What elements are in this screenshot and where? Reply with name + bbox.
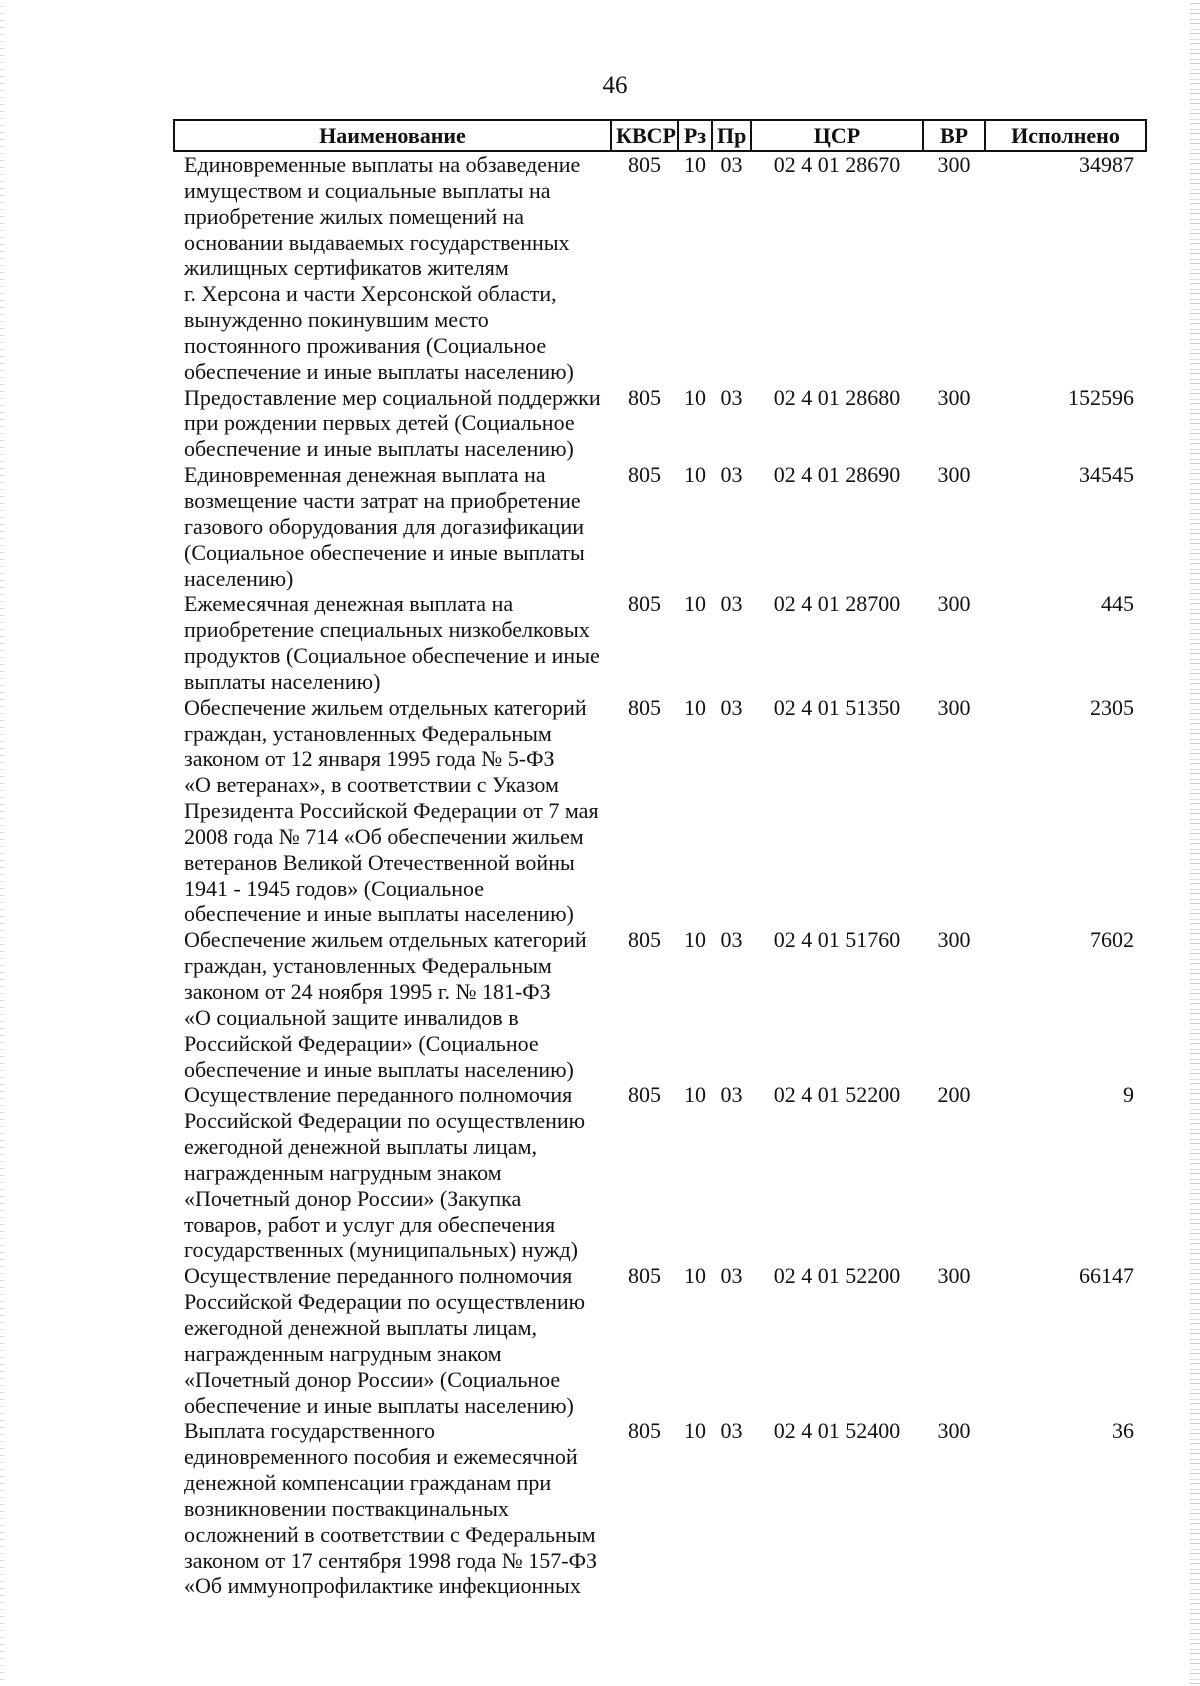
cell-csr: 02 4 01 51350 [773,694,901,720]
cell-rz: 10 [684,1263,706,1289]
cell-kvsr: 805 [628,927,661,953]
name-line: Единовременная денежная выплата на [184,462,546,488]
cell-rz: 10 [684,384,706,410]
cell-pr: 03 [720,384,743,410]
name-line: Ежемесячная денежная выплата на [184,591,514,617]
cell-name [174,695,611,928]
name-line: основании выдаваемых государственных [184,229,570,255]
cell-csr: 02 4 01 52200 [773,1263,901,1289]
name-line: награжденным нагрудным знаком [184,1159,502,1185]
cell-csr: 02 4 01 52200 [773,1082,901,1108]
cell-pr: 03 [720,591,743,617]
cell-ispolneno: 9 [1123,1082,1134,1108]
cell-kvsr: 805 [628,384,661,410]
cell-vr: 200 [937,1082,971,1108]
name-line: граждан, установленных Федеральным [184,953,552,979]
page-number: 46 [602,72,628,99]
name-line: законом от 24 ноября 1995 г. № 181-ФЗ [184,979,551,1004]
cell-rz: 10 [684,1082,706,1108]
name-line: Осуществление переданного полномочия [184,1263,573,1289]
name-line: Единовременные выплаты на обзаведение [184,152,581,177]
name-line: государственных (муниципальных) нужд) [184,1237,578,1263]
name-line: осложнений в соответствии с Федеральным [184,1521,596,1547]
cell-csr: 02 4 01 28700 [773,591,901,617]
cell-pr: 03 [720,1263,743,1289]
table-row [174,1418,1146,1599]
header-name: Наименование [174,120,611,151]
header-ispolneno: Исполнено [985,120,1146,151]
cell-csr: 02 4 01 28690 [773,462,901,488]
budget-table [173,119,1147,1599]
cell-rz: 10 [684,462,706,488]
cell-name [174,1082,611,1263]
cell-ispolneno: 66147 [1079,1263,1134,1289]
cell-csr: 02 4 01 51760 [773,927,901,953]
cell-vr: 300 [937,384,971,410]
cell-csr: 02 4 01 28680 [773,384,901,410]
cell-kvsr: 805 [628,462,661,488]
name-line: населению) [184,565,294,591]
cell-rz: 10 [684,1418,706,1444]
name-line: обеспечение и иные выплаты населению) [184,436,574,462]
cell-ispolneno: 7602 [1090,927,1134,953]
cell-vr: 300 [937,591,971,617]
name-line: товаров, работ и услуг для обеспечения [184,1211,556,1237]
name-line: законом от 17 сентября 1998 года № 157-ФЗ [184,1547,597,1573]
cell-name [174,151,611,385]
name-line: г. Херсона и части Херсонской области, [184,281,557,307]
name-line: (Социальное обеспечение и иные выплаты [184,539,585,565]
name-line: при рождении первых детей (Социальное [184,410,575,436]
name-line: газового оборудования для догазификации [184,513,585,539]
name-line: «Почетный донор России» (Социальное [184,1366,561,1392]
name-line: Российской Федерации по осуществлению [184,1289,586,1315]
table-header [174,120,1146,151]
name-line: награжденным нагрудным знаком [184,1340,502,1366]
cell-ispolneno: 445 [1101,591,1134,617]
name-line: приобретение специальных низкобелковых [184,617,590,643]
table-row [174,462,1146,591]
cell-name [174,1418,611,1599]
name-line: Предоставление мер социальной поддержки [184,384,601,410]
name-line: обеспечение и иные выплаты населению) [184,1056,574,1082]
name-line: жилищных сертификатов жителям [184,255,509,281]
name-line: Российской Федерации» (Социальное [184,1030,539,1056]
cell-kvsr: 805 [628,1418,661,1444]
name-line: ежегодной денежной выплаты лицам, [184,1314,537,1340]
cell-ispolneno: 36 [1112,1418,1134,1444]
cell-rz: 10 [684,152,706,177]
table-row [174,151,1146,385]
name-line: 1941 - 1945 годов» (Социальное [184,875,485,901]
scan-left-edge [0,0,4,1686]
name-line: приобретение жилых помещений на [184,203,525,229]
cell-name [174,927,611,1082]
header-kvsr: КВСР [611,120,678,151]
cell-kvsr: 805 [628,152,661,177]
cell-name [174,1263,611,1418]
name-line: законом от 12 января 1995 года № 5-ФЗ [184,746,555,772]
cell-ispolneno: 34987 [1079,152,1134,177]
name-line: Президента Российской Федерации от 7 мая [184,798,599,824]
cell-pr: 03 [720,1418,743,1444]
name-line: обеспечение и иные выплаты населению) [184,901,574,927]
cell-rz: 10 [684,591,706,617]
cell-name [174,385,611,463]
name-line: Осуществление переданного полномочия [184,1082,573,1108]
name-line: постоянного проживания (Социальное [184,332,547,358]
table-row [174,1263,1146,1418]
scan-right-edge [1190,0,1200,1686]
name-line: Обеспечение жильем отдельных категорий [184,694,587,720]
name-line: «О ветеранах», в соответствии с Указом [184,772,559,798]
name-line: имуществом и социальные выплаты на [184,177,551,203]
cell-name [174,591,611,694]
name-line: граждан, установленных Федеральным [184,720,552,746]
name-line: возникновении поствакцинальных [184,1495,509,1521]
name-line: продуктов (Социальное обеспечение и иные [184,643,600,669]
cell-pr: 03 [720,462,743,488]
cell-ispolneno: 2305 [1090,694,1134,720]
header-csr: ЦСР [751,120,923,151]
header-rz: Рз [678,120,712,151]
table-row [174,695,1146,928]
cell-rz: 10 [684,927,706,953]
cell-vr: 300 [937,462,971,488]
cell-ispolneno: 34545 [1079,462,1134,488]
header-vr: ВР [923,120,985,151]
name-line: ветеранов Великой Отечественной войны [184,849,575,875]
table-row [174,1082,1146,1263]
name-line: вынужденно покинувшим место [184,307,489,333]
name-line: Обеспечение жильем отдельных категорий [184,927,587,953]
table-row [174,385,1146,463]
name-line: ежегодной денежной выплаты лицам, [184,1134,537,1160]
cell-pr: 03 [720,694,743,720]
cell-pr: 03 [720,1082,743,1108]
cell-vr: 300 [937,694,971,720]
name-line: обеспечение и иные выплаты населению) [184,358,574,384]
name-line: выплаты населению) [184,668,381,694]
cell-kvsr: 805 [628,694,661,720]
cell-kvsr: 805 [628,591,661,617]
table-row [174,591,1146,694]
cell-vr: 300 [937,1418,971,1444]
name-line: «О социальной защите инвалидов в [184,1004,519,1030]
cell-kvsr: 805 [628,1263,661,1289]
name-line: Российской Федерации по осуществлению [184,1108,586,1134]
name-line: обеспечение и иные выплаты населению) [184,1392,574,1418]
cell-ispolneno: 152596 [1068,384,1134,410]
cell-name [174,462,611,591]
cell-csr: 02 4 01 28670 [773,152,901,177]
name-line: «Почетный донор России» (Закупка [184,1185,522,1211]
name-line: денежной компенсации гражданам при [184,1470,552,1496]
cell-vr: 300 [937,1263,971,1289]
cell-pr: 03 [720,152,743,177]
cell-vr: 300 [937,927,971,953]
cell-vr: 300 [937,152,971,177]
table-body [174,151,1146,1599]
cell-csr: 02 4 01 52400 [773,1418,901,1444]
name-line: 2008 года № 714 «Об обеспечении жильем [184,823,584,849]
table-row [174,927,1146,1082]
cell-kvsr: 805 [628,1082,661,1108]
name-line: Выплата государственного [184,1418,436,1444]
name-line: «Об иммунопрофилактике инфекционных [184,1573,581,1599]
header-pr: Пр [712,120,751,151]
name-line: возмещение части затрат на приобретение [184,487,581,513]
cell-pr: 03 [720,927,743,953]
name-line: единовременного пособия и ежемесячной [184,1444,578,1470]
cell-rz: 10 [684,694,706,720]
